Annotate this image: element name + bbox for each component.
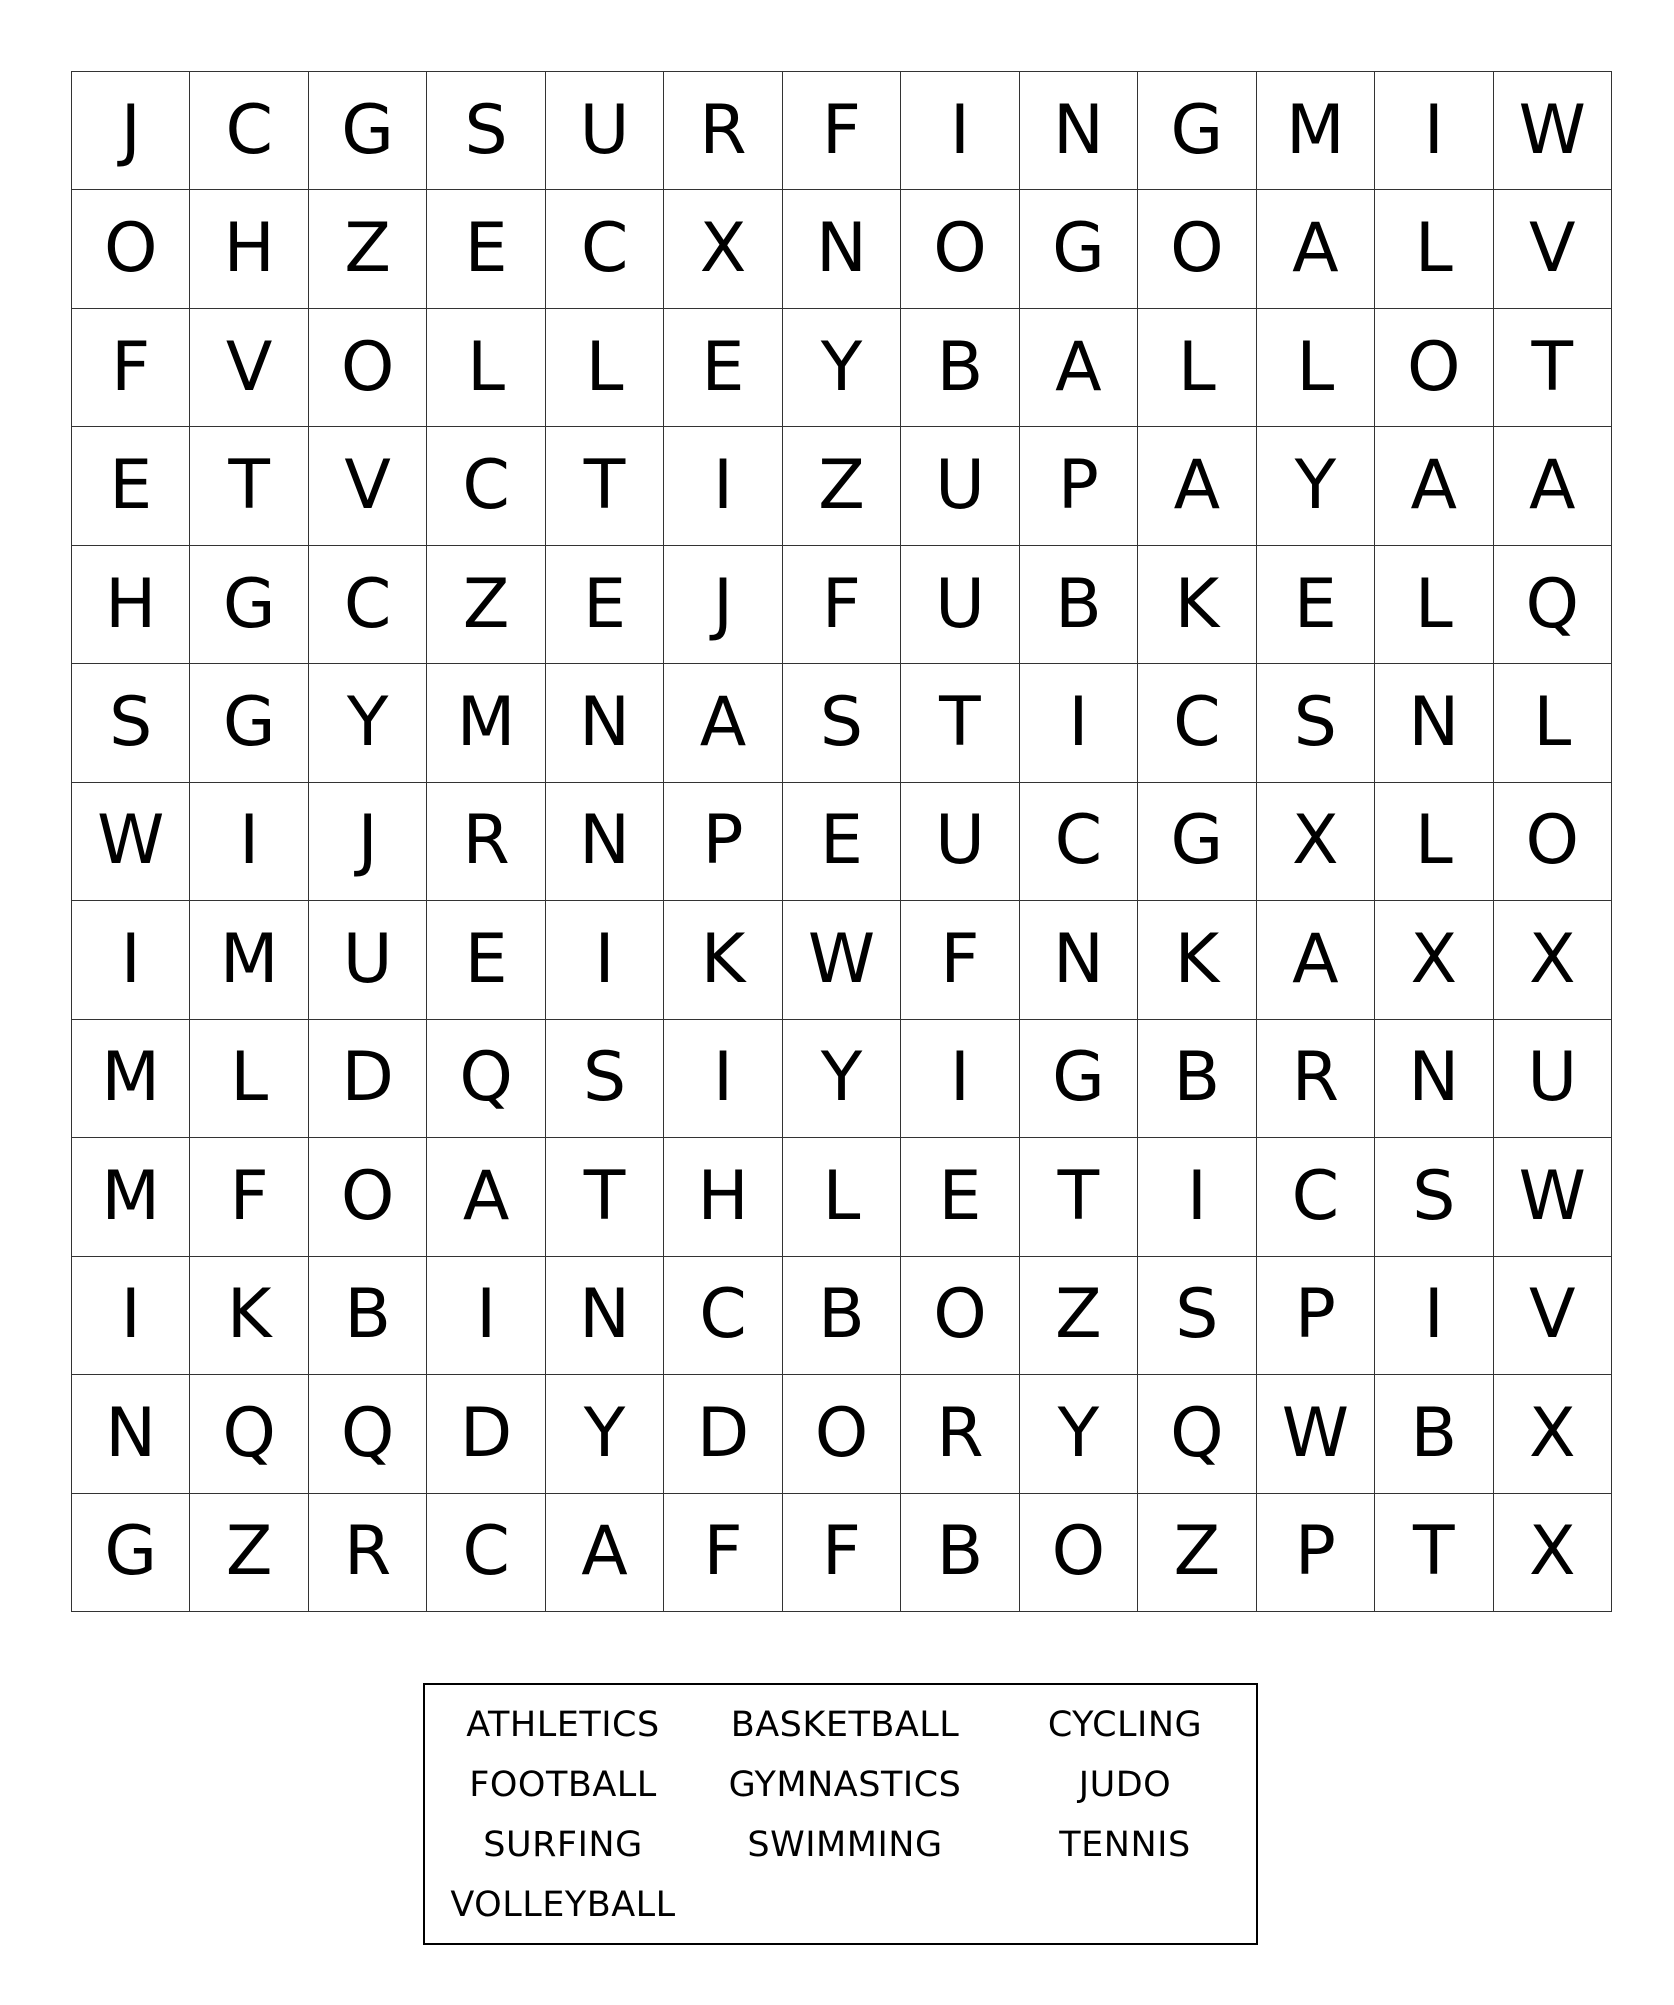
grid-cell[interactable]: I [427, 1257, 545, 1375]
grid-cell[interactable]: Y [309, 664, 427, 782]
grid-cell[interactable]: S [1375, 1138, 1493, 1256]
grid-cell[interactable]: Z [1138, 1494, 1256, 1612]
grid-cell[interactable]: V [309, 427, 427, 545]
grid-cell[interactable]: B [1375, 1375, 1493, 1493]
grid-cell[interactable]: B [309, 1257, 427, 1375]
grid-cell[interactable]: I [901, 72, 1019, 190]
grid-cell[interactable]: M [190, 901, 308, 1019]
grid-cell[interactable]: N [546, 664, 664, 782]
grid-cell[interactable]: L [783, 1138, 901, 1256]
grid-cell[interactable]: Y [1020, 1375, 1138, 1493]
grid-cell[interactable]: E [427, 901, 545, 1019]
grid-cell[interactable]: I [190, 783, 308, 901]
grid-cell[interactable]: W [783, 901, 901, 1019]
grid-cell[interactable]: I [1020, 664, 1138, 782]
grid-cell[interactable]: R [309, 1494, 427, 1612]
grid-cell[interactable]: Q [1494, 546, 1612, 664]
grid-cell[interactable]: N [783, 190, 901, 308]
grid-cell[interactable]: L [427, 309, 545, 427]
grid-cell[interactable]: X [1494, 1375, 1612, 1493]
grid-cell[interactable]: K [1138, 901, 1256, 1019]
grid-cell[interactable]: Y [1257, 427, 1375, 545]
grid-cell[interactable]: A [1020, 309, 1138, 427]
grid-cell[interactable]: T [1494, 309, 1612, 427]
grid-cell[interactable]: Y [546, 1375, 664, 1493]
grid-cell[interactable]: C [1257, 1138, 1375, 1256]
grid-cell[interactable]: A [1494, 427, 1612, 545]
word-list-item: GYMNASTICS [728, 1765, 962, 1805]
grid-cell[interactable]: G [1138, 72, 1256, 190]
grid-cell[interactable]: Y [783, 1020, 901, 1138]
grid-cell[interactable]: F [72, 309, 190, 427]
grid-cell[interactable]: O [1020, 1494, 1138, 1612]
grid-cell[interactable]: T [1020, 1138, 1138, 1256]
grid-cell[interactable]: B [1138, 1020, 1256, 1138]
grid-cell[interactable]: N [1020, 901, 1138, 1019]
grid-cell[interactable]: O [1138, 190, 1256, 308]
grid-cell[interactable]: I [1138, 1138, 1256, 1256]
grid-cell[interactable]: S [783, 664, 901, 782]
grid-cell[interactable]: D [664, 1375, 782, 1493]
grid-cell[interactable]: X [1494, 901, 1612, 1019]
grid-cell[interactable]: L [1375, 546, 1493, 664]
grid-cell[interactable]: A [1257, 190, 1375, 308]
grid-cell[interactable]: T [546, 1138, 664, 1256]
grid-cell[interactable]: J [309, 783, 427, 901]
grid-cell[interactable]: S [546, 1020, 664, 1138]
grid-cell[interactable]: O [72, 190, 190, 308]
grid-cell[interactable]: F [783, 72, 901, 190]
grid-cell[interactable]: G [190, 546, 308, 664]
grid-cell[interactable]: E [1257, 546, 1375, 664]
grid-cell[interactable]: W [72, 783, 190, 901]
grid-cell[interactable]: U [546, 72, 664, 190]
grid-cell[interactable]: O [1494, 783, 1612, 901]
grid-cell[interactable]: Z [783, 427, 901, 545]
word-list-item: ATHLETICS [466, 1705, 660, 1745]
grid-cell[interactable]: N [1375, 664, 1493, 782]
grid-cell[interactable]: W [1257, 1375, 1375, 1493]
grid-cell[interactable]: C [427, 1494, 545, 1612]
grid-cell[interactable]: C [1138, 664, 1256, 782]
grid-cell[interactable]: R [664, 72, 782, 190]
grid-cell[interactable]: N [72, 1375, 190, 1493]
grid-cell[interactable]: P [1020, 427, 1138, 545]
grid-cell[interactable]: S [72, 664, 190, 782]
grid-cell[interactable]: F [901, 901, 1019, 1019]
grid-cell[interactable]: G [190, 664, 308, 782]
grid-cell[interactable]: X [664, 190, 782, 308]
grid-cell[interactable]: G [1020, 1020, 1138, 1138]
grid-cell[interactable]: A [427, 1138, 545, 1256]
grid-cell[interactable]: W [1494, 72, 1612, 190]
grid-cell[interactable]: L [1494, 664, 1612, 782]
grid-cell[interactable]: F [664, 1494, 782, 1612]
grid-cell[interactable]: C [1020, 783, 1138, 901]
grid-cell[interactable]: P [1257, 1494, 1375, 1612]
grid-cell[interactable]: J [664, 546, 782, 664]
grid-cell[interactable]: K [190, 1257, 308, 1375]
grid-cell[interactable]: P [664, 783, 782, 901]
grid-cell[interactable]: I [72, 1257, 190, 1375]
grid-cell[interactable]: L [1375, 190, 1493, 308]
grid-cell[interactable]: O [901, 190, 1019, 308]
grid-cell[interactable]: R [1257, 1020, 1375, 1138]
grid-cell[interactable]: B [901, 1494, 1019, 1612]
grid-cell[interactable]: F [783, 1494, 901, 1612]
grid-cell[interactable]: G [1138, 783, 1256, 901]
grid-cell[interactable]: Z [309, 190, 427, 308]
grid-cell[interactable]: T [901, 664, 1019, 782]
grid-cell[interactable]: A [1375, 427, 1493, 545]
grid-cell[interactable]: L [1138, 309, 1256, 427]
grid-cell[interactable]: I [546, 901, 664, 1019]
grid-cell[interactable]: D [427, 1375, 545, 1493]
grid-cell[interactable]: X [1257, 783, 1375, 901]
grid-cell[interactable]: N [546, 1257, 664, 1375]
grid-cell[interactable]: N [1375, 1020, 1493, 1138]
grid-cell[interactable]: K [1138, 546, 1256, 664]
word-list-item: JUDO [1078, 1765, 1172, 1805]
grid-cell[interactable]: E [72, 427, 190, 545]
grid-cell[interactable]: C [309, 546, 427, 664]
grid-cell[interactable]: M [427, 664, 545, 782]
grid-cell[interactable]: E [783, 783, 901, 901]
grid-cell[interactable]: F [783, 546, 901, 664]
grid-cell[interactable]: M [1257, 72, 1375, 190]
grid-cell[interactable]: U [309, 901, 427, 1019]
grid-cell[interactable]: V [1494, 190, 1612, 308]
grid-cell[interactable]: C [427, 427, 545, 545]
grid-cell[interactable]: O [309, 309, 427, 427]
word-list-item: TENNIS [1059, 1825, 1191, 1865]
grid-cell[interactable]: N [1020, 72, 1138, 190]
grid-cell[interactable]: O [901, 1257, 1019, 1375]
grid-cell[interactable]: A [664, 664, 782, 782]
grid-cell[interactable]: E [546, 546, 664, 664]
grid-cell[interactable]: U [901, 546, 1019, 664]
word-list-item: SWIMMING [747, 1825, 943, 1865]
grid-cell[interactable]: H [664, 1138, 782, 1256]
grid-cell[interactable]: E [427, 190, 545, 308]
grid-cell[interactable]: I [664, 1020, 782, 1138]
grid-cell[interactable]: M [72, 1138, 190, 1256]
letter-grid [71, 71, 1612, 1612]
grid-cell[interactable]: J [72, 72, 190, 190]
grid-cell[interactable]: G [1020, 190, 1138, 308]
grid-cell[interactable]: A [546, 1494, 664, 1612]
grid-cell[interactable]: S [1138, 1257, 1256, 1375]
grid-cell[interactable]: Q [190, 1375, 308, 1493]
grid-cell[interactable]: R [901, 1375, 1019, 1493]
grid-cell[interactable]: T [190, 427, 308, 545]
grid-cell[interactable]: G [72, 1494, 190, 1612]
grid-cell[interactable]: L [546, 309, 664, 427]
grid-cell[interactable]: F [190, 1138, 308, 1256]
word-list-item: VOLLEYBALL [450, 1885, 676, 1925]
grid-cell[interactable]: Z [427, 546, 545, 664]
grid-cell[interactable]: A [1138, 427, 1256, 545]
word-list-item: BASKETBALL [730, 1705, 960, 1745]
grid-cell[interactable]: Y [783, 309, 901, 427]
grid-cell[interactable]: H [72, 546, 190, 664]
grid-cell[interactable]: B [1020, 546, 1138, 664]
grid-cell[interactable]: S [427, 72, 545, 190]
grid-cell[interactable]: X [1494, 1494, 1612, 1612]
grid-cell[interactable]: L [1375, 783, 1493, 901]
grid-cell[interactable]: V [190, 309, 308, 427]
grid-cell[interactable]: U [1494, 1020, 1612, 1138]
grid-cell[interactable]: O [1375, 309, 1493, 427]
grid-cell[interactable]: Z [1020, 1257, 1138, 1375]
grid-cell[interactable]: X [1375, 901, 1493, 1019]
grid-cell[interactable]: C [664, 1257, 782, 1375]
word-list-item: CYCLING [1047, 1705, 1203, 1745]
grid-cell[interactable]: V [1494, 1257, 1612, 1375]
grid-cell[interactable]: E [664, 309, 782, 427]
grid-cell[interactable]: L [190, 1020, 308, 1138]
grid-cell[interactable]: M [72, 1020, 190, 1138]
grid-cell[interactable]: P [1257, 1257, 1375, 1375]
grid-cell[interactable]: I [72, 901, 190, 1019]
grid-cell[interactable]: W [1494, 1138, 1612, 1256]
grid-cell[interactable]: L [1257, 309, 1375, 427]
grid-cell[interactable]: D [309, 1020, 427, 1138]
grid-cell[interactable]: I [1375, 1257, 1493, 1375]
grid-cell[interactable]: Q [427, 1020, 545, 1138]
grid-cell[interactable]: U [901, 783, 1019, 901]
grid-cell[interactable]: R [427, 783, 545, 901]
grid-cell[interactable]: I [664, 427, 782, 545]
grid-cell[interactable]: I [1375, 72, 1493, 190]
grid-cell[interactable]: C [546, 190, 664, 308]
grid-cell[interactable]: G [309, 72, 427, 190]
grid-cell[interactable]: Z [190, 1494, 308, 1612]
grid-cell[interactable]: T [1375, 1494, 1493, 1612]
grid-cell[interactable]: K [664, 901, 782, 1019]
grid-cell[interactable]: C [190, 72, 308, 190]
grid-cell[interactable]: U [901, 427, 1019, 545]
grid-cell[interactable]: A [1257, 901, 1375, 1019]
grid-cell[interactable]: H [190, 190, 308, 308]
grid-cell[interactable]: S [1257, 664, 1375, 782]
grid-cell[interactable]: N [546, 783, 664, 901]
grid-cell[interactable]: Q [309, 1375, 427, 1493]
word-list-item: SURFING [483, 1825, 643, 1865]
word-list [423, 1683, 1258, 1945]
grid-cell[interactable]: T [546, 427, 664, 545]
grid-cell[interactable]: B [783, 1257, 901, 1375]
word-list-item: FOOTBALL [469, 1765, 657, 1805]
grid-cell[interactable]: Q [1138, 1375, 1256, 1493]
grid-cell[interactable]: B [901, 309, 1019, 427]
grid-cell[interactable]: I [901, 1020, 1019, 1138]
grid-cell[interactable]: E [901, 1138, 1019, 1256]
grid-cell[interactable]: O [309, 1138, 427, 1256]
grid-cell[interactable]: O [783, 1375, 901, 1493]
